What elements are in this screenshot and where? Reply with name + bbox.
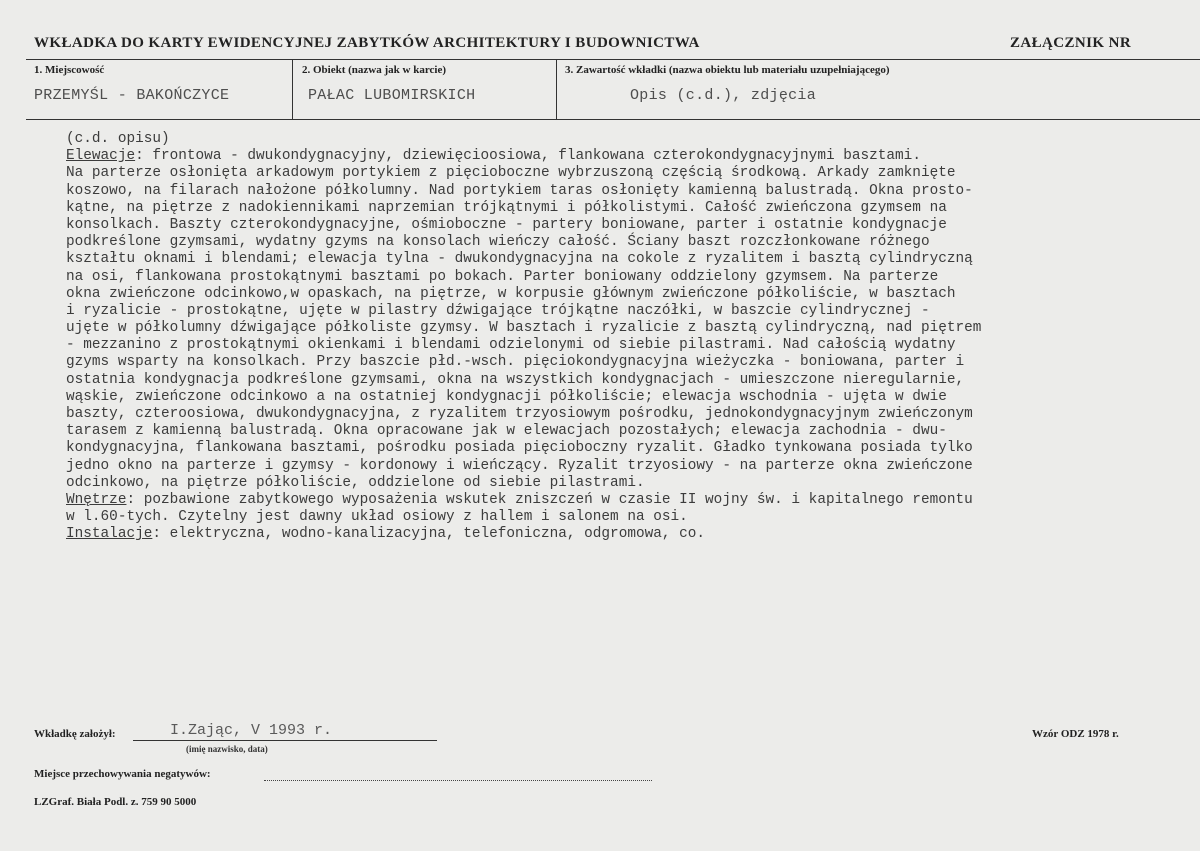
object-label: 2. Obiekt (nazwa jak w karcie) — [302, 64, 447, 76]
text-line: - mezzanino z prostokątnymi okienkami i blendami odzielonymi od siebie pilastrami. Nad całością wydatny — [66, 337, 956, 354]
interior-heading: Wnętrze — [66, 491, 127, 508]
founded-by-hint: (imię nazwisko, data) — [186, 744, 268, 754]
text-line: i ryzalicie - prostokątne, ujęte w pilastry dźwigające trójkątne naczółki, w baszcie cylindrycznej - — [66, 302, 930, 319]
text-line: baszty, czteroosiowa, dwukondygnacyjna, z ryzalitem trzyosiowym pośrodku, jednokondygnacyjnym zwieńczonym — [66, 406, 973, 422]
field-divider-1 — [292, 59, 293, 119]
text-line: kształtu oknami i blendami; elewacja tylna - dwukondygnacyjna na cokole z ryzalitem i basztą cylindryczną — [66, 251, 973, 268]
contents-value: Opis (c.d.), zdjęcia — [630, 87, 817, 104]
template-version: Wzór ODZ 1978 r. — [1032, 728, 1119, 740]
text-line: Instalacje: elektryczna, wodno-kanalizacyjna, telefoniczna, odgromowa, co. — [66, 526, 706, 543]
field-divider-2 — [556, 59, 557, 119]
text-line: jedno okno na parterze i gzymsy - kordonowy i wieńczący. Ryzalit trzyosiowy - na parterze okna zwieńczone — [66, 457, 973, 474]
object-value: PAŁAC LUBOMIRSKICH — [308, 87, 476, 104]
attachment-number-label: ZAŁĄCZNIK NR — [1010, 35, 1132, 51]
text-line: okna zwieńczone odcinkowo,w opaskach, na piętrze, w korpusie głównym zwieńczone półkoliście, w basztach — [66, 285, 956, 302]
text-line: wąskie, zwieńczone odcinkowo a na ostatniej kondygnacji półkoliście; elewacja wschodnia - ujęta w dwie — [66, 388, 947, 405]
elevations-heading: Elewacje — [66, 148, 136, 165]
printer-imprint: LZGraf. Biała Podl. z. 759 90 5000 — [34, 796, 197, 808]
text-line: kondygnacyjna, flankowana basztami, pośrodku posiada pięcioboczny ryzalit. Gładko tynkowana posiada tylko — [66, 440, 973, 457]
negatives-location-line — [264, 780, 652, 781]
text-line: Elewacje: frontowa - dwukondygnacyjny, dziewięcioosiowa, flankowana czterokondygnacyjnymi basztami. — [66, 148, 921, 165]
text-line: w l.60-tych. Czytelny jest dawny układ osiowy z hallem i salonem na osi. — [66, 509, 688, 526]
negatives-location-label: Miejsce przechowywania negatywów: — [34, 768, 211, 780]
header-rule — [26, 59, 1200, 60]
text-line: gzyms wsparty na konsolkach. Przy baszcie płd.-wsch. pięciokondygnacyjna wieżyczka - boniowana, parter i — [66, 354, 965, 371]
founded-by-label: Wkładkę założył: — [34, 728, 116, 740]
fields-rule — [26, 119, 1200, 120]
text-line: tarasem z kamienną balustradą. Okna opracowane jak w elewacjach pozostałych; elewacja zachodnia - dwu- — [66, 423, 947, 440]
description-text — [66, 131, 1176, 544]
locality-value: PRZEMYŚL - BAKOŃCZYCE — [34, 87, 230, 104]
text-line: ujęte w półkolumny dźwigające półkoliste gzymsy. W basztach i ryzalicie z basztą cylindryczną, nad piętrem — [66, 320, 982, 337]
text-line: podkreślone gzymsami, wydatny gzyms na konsolach wieńczy całość. Ściany baszt rozczłonkowane różnego — [66, 234, 930, 251]
text-line: Wnętrze: pozbawione zabytkowego wyposażenia wskutek zniszczeń w czasie II wojny św. i kapitalnego remontu — [66, 491, 973, 508]
text-line: na osi, flankowana prostokątnymi basztami po bokach. Parter boniowany oddzielony gzymsem. Na parterze — [66, 268, 939, 285]
text-line: kątne, na piętrze z nadokiennikami naprzemian trójkątnymi i półkolistymi. Całość zwieńczona gzymsem na — [66, 199, 947, 216]
card-title: WKŁADKA DO KARTY EWIDENCYJNEJ ZABYTKÓW ARCHITEKTURY I BUDOWNICTWA — [34, 35, 700, 51]
text-line: konsolkach. Baszty czterokondygnacyjne, ośmioboczne - partery boniowane, parter i ostatnie kondygnacje — [66, 216, 947, 233]
founded-by-line — [133, 740, 437, 741]
installations-heading: Instalacje — [66, 526, 153, 543]
locality-label: 1. Miejscowość — [34, 64, 105, 76]
text-line: ostatnia kondygnacja podkreślone gzymsami, okna na wszystkich kondygnacjach - umieszczone nieregularnie, — [66, 371, 965, 388]
contents-label: 3. Zawartość wkładki (nazwa obiektu lub materiału uzupełniającego) — [565, 64, 890, 76]
founded-by-value: I.Zając, V 1993 r. — [170, 722, 333, 739]
text-line: koszowo, na filarach nałożone półkolumny. Nad portykiem taras osłonięty kamienną balustradą. Okna prosto- — [66, 182, 973, 199]
text-line: odcinkowo, na piętrze półkoliście, oddzielone od siebie pilastrami. — [66, 474, 645, 491]
text-line: Na parterze osłonięta arkadowym portykiem z pięcioboczne wybrzuszoną częścią środkową. Arkady zamknięte — [66, 165, 956, 182]
continuation-note: (c.d. opisu) — [66, 131, 170, 147]
